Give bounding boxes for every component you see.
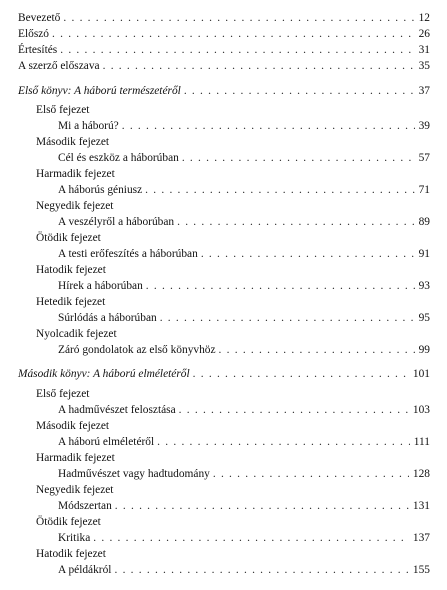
toc-row-book-2 bbox=[18, 366, 430, 382]
chapter-heading: Harmadik fejezet bbox=[36, 168, 115, 180]
chapter-heading: Ötödik fejezet bbox=[36, 232, 101, 244]
toc-page-number: 101 bbox=[412, 368, 430, 380]
chapter-heading: Harmadik fejezet bbox=[36, 452, 115, 464]
toc-page-number: 131 bbox=[412, 500, 430, 512]
dot-leader bbox=[63, 10, 414, 26]
chapter-heading: Első fejezet bbox=[36, 388, 90, 400]
toc-row-chapter bbox=[58, 402, 430, 418]
toc-row-chapter bbox=[58, 434, 430, 450]
dot-leader bbox=[160, 310, 415, 326]
dot-leader bbox=[145, 182, 414, 198]
toc-page-number: 128 bbox=[412, 468, 430, 480]
chapter-heading: Nyolcadik fejezet bbox=[36, 328, 117, 340]
chapter-title: A veszélyről a háborúban bbox=[58, 216, 175, 228]
dot-leader bbox=[114, 562, 408, 578]
toc-page-number: 12 bbox=[418, 12, 430, 24]
toc-page-number: 57 bbox=[418, 152, 430, 164]
toc-entry-title: A szerző előszava bbox=[18, 60, 100, 72]
chapter-heading: Első fejezet bbox=[36, 104, 90, 116]
chapter-heading: Hatodik fejezet bbox=[36, 548, 106, 560]
toc-page-number: 35 bbox=[418, 60, 430, 72]
chapter-title: Módszertan bbox=[58, 500, 112, 512]
dot-leader bbox=[182, 150, 415, 166]
toc-row-chapter bbox=[58, 182, 430, 198]
chapter-title: Záró gondolatok az első könyvhöz bbox=[58, 344, 216, 356]
dot-leader bbox=[52, 26, 415, 42]
toc-row-chapter bbox=[58, 150, 430, 166]
dot-leader bbox=[122, 118, 415, 134]
dot-leader bbox=[201, 246, 415, 262]
toc-row-chapter bbox=[58, 278, 430, 294]
chapter-heading: Ötödik fejezet bbox=[36, 516, 101, 528]
toc-row-chapter bbox=[58, 466, 430, 482]
toc-page-number: 71 bbox=[418, 184, 430, 196]
dot-leader bbox=[179, 402, 409, 418]
chapter-heading: Második fejezet bbox=[36, 136, 110, 148]
toc-page-number: 93 bbox=[418, 280, 430, 292]
dot-leader bbox=[93, 530, 409, 546]
chapter-heading: Hatodik fejezet bbox=[36, 264, 106, 276]
chapter-title: A háborús géniusz bbox=[58, 184, 143, 196]
dot-leader bbox=[219, 342, 415, 358]
chapter-title: A hadművészet felosztása bbox=[58, 404, 176, 416]
toc-row-chapter bbox=[58, 214, 430, 230]
book-title: Első könyv: A háború természetéről bbox=[18, 85, 181, 97]
dot-leader bbox=[103, 58, 415, 74]
toc-row-chapter bbox=[58, 342, 430, 358]
dot-leader bbox=[177, 214, 415, 230]
toc-row-front-3 bbox=[18, 42, 430, 58]
dot-leader bbox=[184, 83, 415, 99]
toc-row-front-4 bbox=[18, 58, 430, 74]
dot-leader bbox=[213, 466, 409, 482]
chapter-title: A példákról bbox=[58, 564, 112, 576]
toc-page-number: 91 bbox=[418, 248, 430, 260]
toc-page-number: 89 bbox=[418, 216, 430, 228]
book-title: Második könyv: A háború elméletéről bbox=[18, 368, 190, 380]
dot-leader bbox=[60, 42, 414, 58]
toc-page-number: 103 bbox=[412, 404, 430, 416]
toc-row-front-1 bbox=[18, 10, 430, 26]
chapter-heading: Második fejezet bbox=[36, 420, 110, 432]
toc-page-number: 39 bbox=[418, 120, 430, 132]
toc-page-number: 137 bbox=[412, 532, 430, 544]
toc-row-chapter bbox=[58, 310, 430, 326]
chapter-title: Hírek a háborúban bbox=[58, 280, 143, 292]
toc-row-chapter bbox=[58, 498, 430, 514]
toc-page-number: 26 bbox=[418, 28, 430, 40]
chapter-title: A testi erőfeszítés a háborúban bbox=[58, 248, 198, 260]
toc-page-number: 31 bbox=[418, 44, 430, 56]
toc-page-number: 95 bbox=[418, 312, 430, 324]
toc-row-front-2 bbox=[18, 26, 430, 42]
chapter-title: Hadművészet vagy hadtudomány bbox=[58, 468, 210, 480]
chapter-heading: Hetedik fejezet bbox=[36, 296, 106, 308]
toc-row-chapter bbox=[58, 530, 430, 546]
chapter-title: A háború elméletéről bbox=[58, 436, 155, 448]
chapter-title: Súrlódás a háborúban bbox=[58, 312, 157, 324]
chapter-title: Cél és eszköz a háborúban bbox=[58, 152, 179, 164]
toc-page-number: 111 bbox=[413, 436, 430, 448]
toc-page-number: 155 bbox=[412, 564, 430, 576]
toc-entry-title: Értesítés bbox=[18, 44, 58, 56]
toc-row-chapter bbox=[58, 118, 430, 134]
chapter-title: Kritika bbox=[58, 532, 91, 544]
toc-row-chapter bbox=[58, 562, 430, 578]
toc-page-number: 37 bbox=[418, 85, 430, 97]
dot-leader bbox=[115, 498, 409, 514]
toc-entry-title: Bevezető bbox=[18, 12, 61, 24]
toc-row-book-1 bbox=[18, 83, 430, 99]
dot-leader bbox=[146, 278, 415, 294]
toc-row-chapter bbox=[58, 246, 430, 262]
dot-leader bbox=[157, 434, 410, 450]
dot-leader bbox=[193, 366, 409, 382]
toc-entry-title: Előszó bbox=[18, 28, 50, 40]
chapter-heading: Negyedik fejezet bbox=[36, 200, 114, 212]
toc-page-number: 99 bbox=[418, 344, 430, 356]
chapter-heading: Negyedik fejezet bbox=[36, 484, 114, 496]
chapter-title: Mi a háború? bbox=[58, 120, 119, 132]
